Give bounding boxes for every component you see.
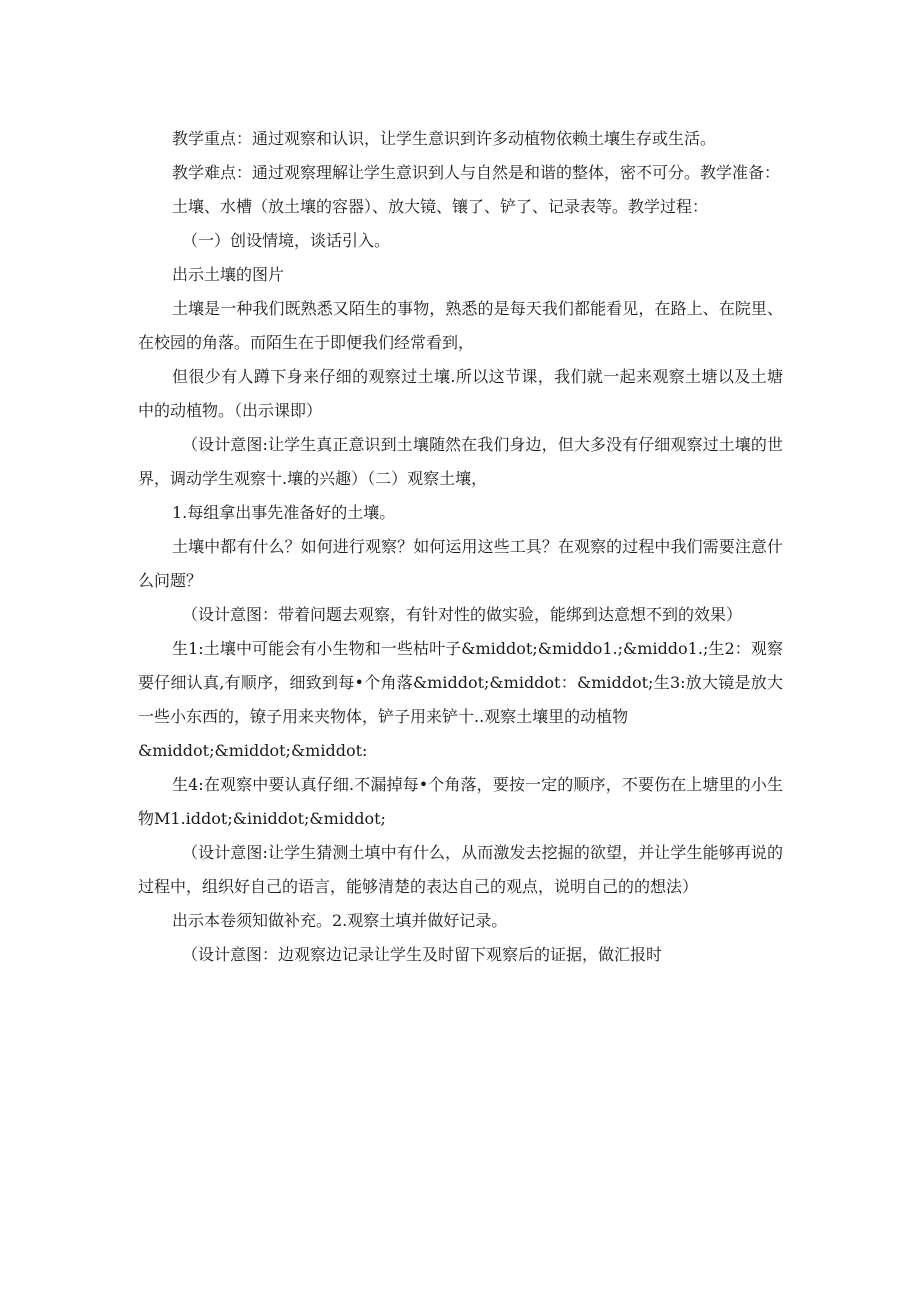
paragraph-middot-line: &middot;&middot;&middot: <box>138 741 368 760</box>
paragraph-step-1: 1.每组拿出事先准备好的土壤。 <box>172 503 396 522</box>
paragraph-teaching-focus: 教学重点：通过观察和认识，让学生意识到许多动植物依赖土壤生存或生活。 <box>172 129 717 148</box>
paragraph-section-one-heading: （一）创设情境，谈话引入。 <box>182 231 391 250</box>
paragraph-step-2: 出示本卷须知做补充。2.观察土填并做好记录。 <box>172 911 508 930</box>
paragraph-student-4: 生4:在观察中要认真仔细.不漏掉每•个角落，要按一定的顺序，不要伤在上塘里的小生物M1.iddot;&iniddot;&middot; <box>138 775 783 828</box>
paragraph-design-intent-4: （设计意图：边观察边记录让学生及时留下观察后的证据，做汇报时 <box>182 945 663 964</box>
paragraph-design-intent-3: （设计意图:让学生猜测土填中有什么，从而激发去挖掘的欲望，并让学生能够再说的过程中，组织好自己的语言，能够清楚的表达自己的观点，说明自己的的想法） <box>138 843 783 896</box>
paragraph-soil-intro: 土壤是一种我们既熟悉又陌生的事物，熟悉的是每天我们都能看见，在路上、在院里、在校园的角落。而陌生在于即便我们经常看到， <box>138 299 783 352</box>
document-body <box>138 122 783 972</box>
paragraph-soil-intro-continued: 但很少有人蹲下身来仔细的观察过土壤.所以这节课，我们就一起来观察土塘以及土塘中的动植物。（出示课即） <box>138 367 783 420</box>
paragraph-questions: 土壤中都有什么？如何进行观察？如何运用这些工具？在观察的过程中我们需要注意什么问题？ <box>138 537 783 590</box>
paragraph-teaching-difficulty: 教学难点：通过观察理解让学生意识到人与自然是和谐的整体，密不可分。教学准备： <box>172 163 781 182</box>
paragraph-design-intent-2: （设计意图：带着问题去观察，有针对性的做实验，能绑到达意想不到的效果） <box>182 605 743 624</box>
paragraph-student-answers: 生1:土壤中可能会有小生物和一些枯叶子&middot;&middo1.;&middo1.;生2：观察要仔细认真,有顺序，细致到每•个角落&middot;&middot：&middot;生3:放大镜是放大一些小东西的，镣子用来夹物体，铲子用来铲十..观察土壤里的动植物 <box>138 639 783 726</box>
paragraph-show-picture: 出示土壤的图片 <box>172 265 285 284</box>
paragraph-design-intent-1: （设计意图:让学生真正意识到土壤随然在我们身边，但大多没有仔细观察过土壤的世界，调动学生观察十.壤的兴趣）（二）观察土壤， <box>138 435 783 488</box>
paragraph-materials: 土壤、水槽（放土壤的容器）、放大镜、镶了、铲了、记录表等。教学过程： <box>172 197 709 216</box>
